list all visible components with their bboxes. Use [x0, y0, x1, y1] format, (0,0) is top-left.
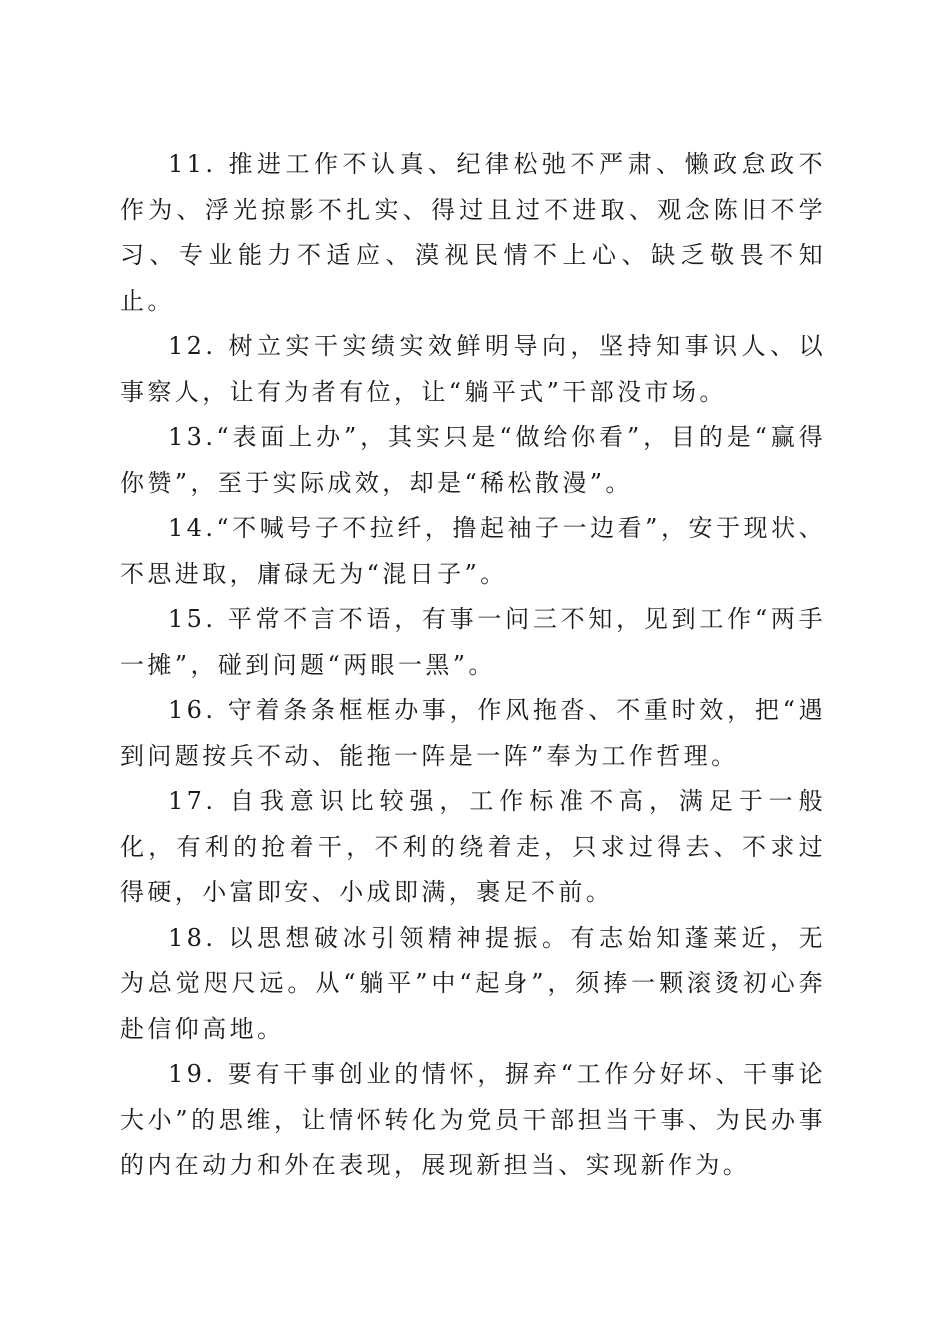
paragraph-14: 14.“不喊号子不拉纤，撸起袖子一边看”，安于现状、不思进取，庸碌无为“混日子”。 [120, 514, 826, 588]
paragraph-11: 11. 推进工作不认真、纪律松弛不严肃、懒政怠政不作为、浮光掠影不扎实、得过且过不进取、观念陈旧不学习、专业能力不适应、漠视民情不上心、缺乏敬畏不知止。 [120, 150, 826, 315]
document-body [120, 142, 826, 1189]
paragraph-13: 13.“表面上办”，其实只是“做给你看”，目的是“赢得你赞”，至于实际成效，却是“稀松散漫”。 [120, 423, 826, 497]
paragraph-18: 18. 以思想破冰引领精神提振。有志始知蓬莱近，无为总觉咫尺远。从“躺平”中“起身”，须捧一颗滚烫初心奔赴信仰高地。 [120, 923, 826, 1043]
paragraph-15: 15. 平常不言不语，有事一问三不知，见到工作“两手一摊”，碰到问题“两眼一黑”。 [120, 605, 826, 679]
paragraph-12: 12. 树立实干实绩实效鲜明导向，坚持知事识人、以事察人，让有为者有位，让“躺平式”干部没市场。 [120, 332, 826, 406]
paragraph-16: 16. 守着条条框框办事，作风拖沓、不重时效，把“遇到问题按兵不动、能拖一阵是一阵”奉为工作哲理。 [120, 696, 826, 770]
paragraph-17: 17. 自我意识比较强，工作标准不高，满足于一般化，有利的抢着干，不利的绕着走，只求过得去、不求过得硬，小富即安、小成即满，裹足不前。 [120, 787, 826, 906]
paragraph-19: 19. 要有干事创业的情怀，摒弃“工作分好坏、干事论大小”的思维，让情怀转化为党员干部担当干事、为民办事的内在动力和外在表现，展现新担当、实现新作为。 [120, 1060, 826, 1179]
